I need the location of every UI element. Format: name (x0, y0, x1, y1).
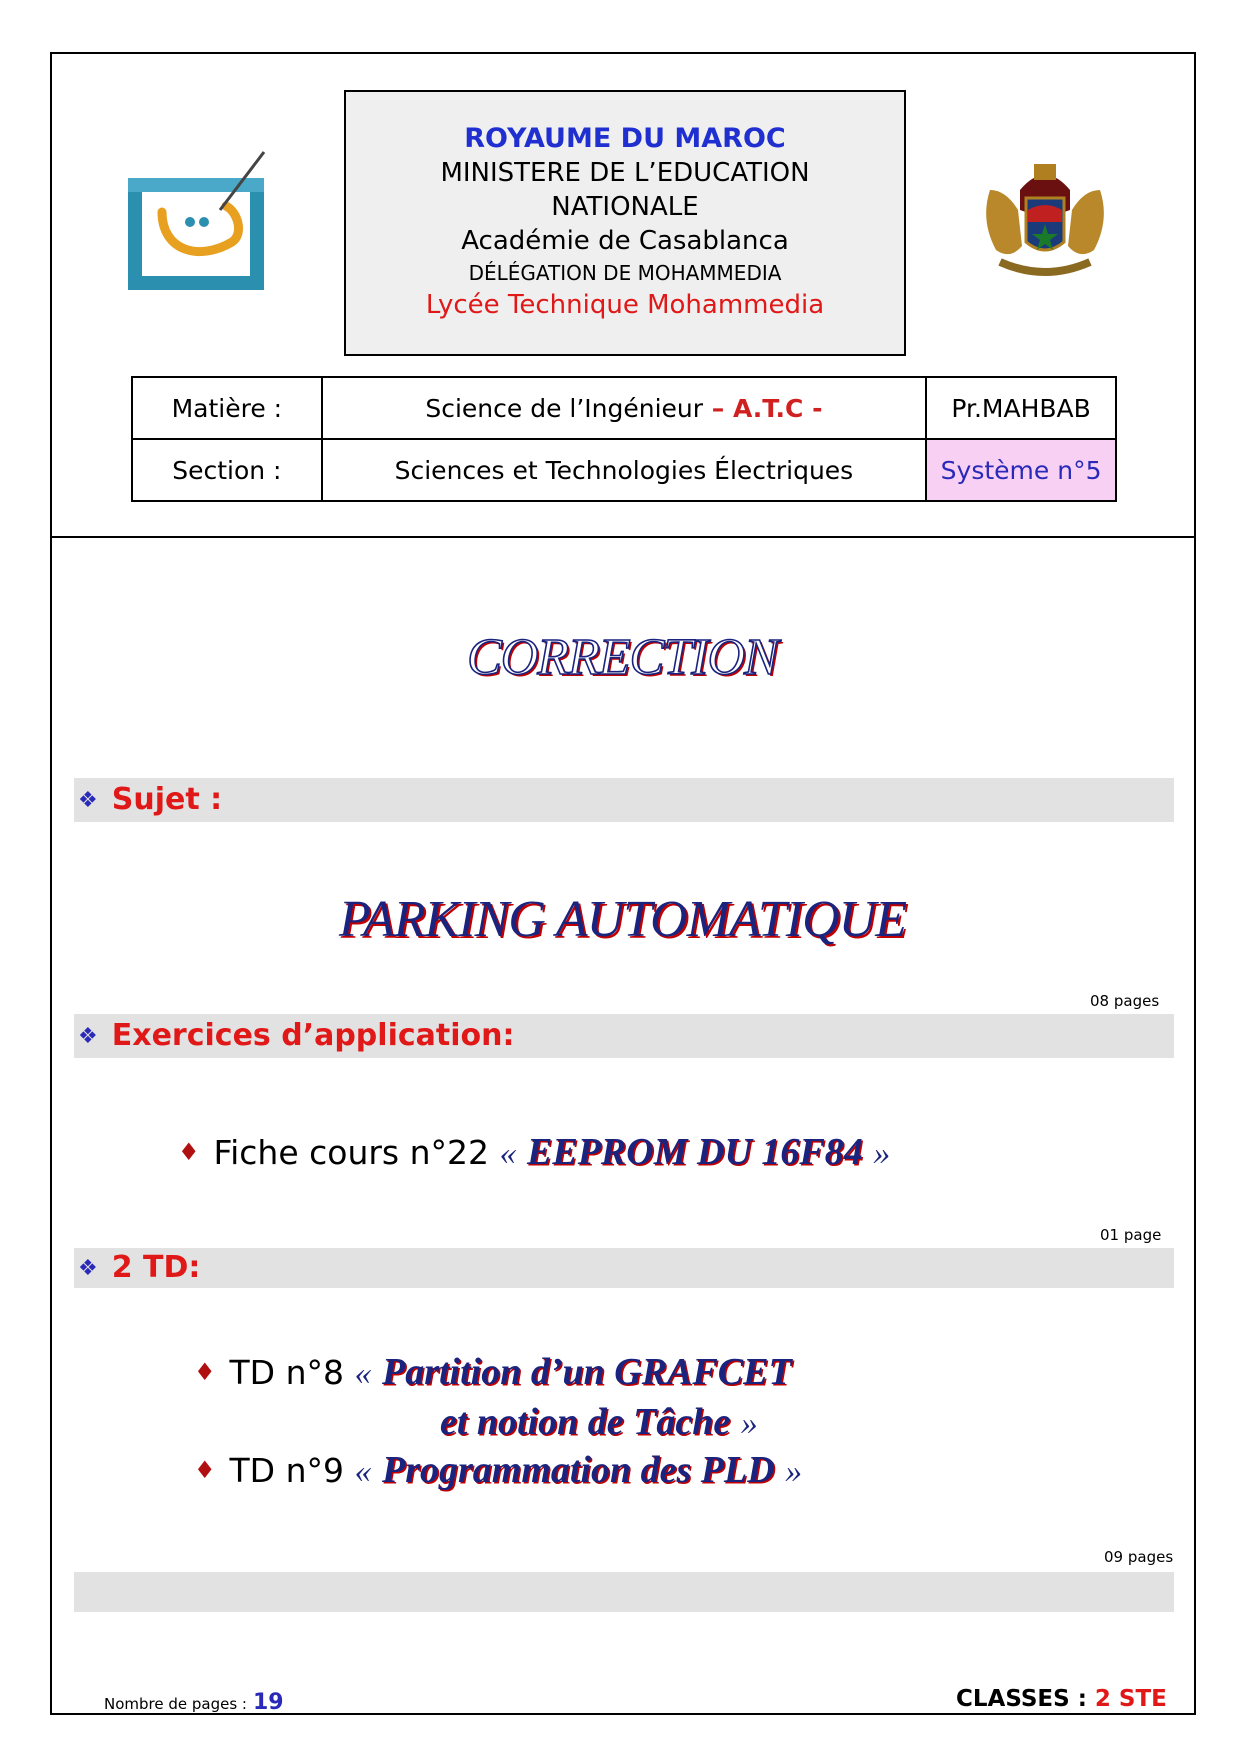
ministry-line1: MINISTERE DE L’EDUCATION (440, 158, 810, 188)
system-number: Système n°5 (926, 439, 1116, 501)
td-item-1-continued (440, 1400, 758, 1444)
coat-of-arms-emblem (970, 150, 1120, 290)
diamond-icon: ♦ (178, 1138, 200, 1166)
professor-name: Pr.MAHBAB (926, 377, 1116, 439)
academy-label: Académie de Casablanca (461, 226, 789, 256)
sujet-title: PARKING AUTOMATIQUE (339, 891, 906, 948)
quote-close: » (785, 1453, 803, 1490)
info-row-section (132, 439, 1116, 501)
diamond-icon: ♦ (194, 1358, 216, 1386)
exercice-item (178, 1130, 890, 1174)
quote-open: « (354, 1453, 372, 1490)
quote-close: » (873, 1135, 891, 1172)
td-item-1-title-line2: et notion de Tâche (440, 1401, 731, 1443)
td-item-2 (194, 1448, 802, 1492)
matiere-value-cell (322, 377, 926, 439)
ministry-line2: NATIONALE (551, 192, 699, 222)
matiere-sep: – (703, 393, 733, 423)
sujet-pages: 08 pages (1090, 992, 1160, 1010)
pages-value: 19 (252, 1690, 284, 1715)
td-item-1-prefix: TD n°8 (229, 1353, 344, 1392)
diamond-cluster-icon: ❖ (78, 788, 98, 813)
td-bar (74, 1248, 1174, 1288)
matiere-atc: A.T.C - (732, 393, 823, 423)
exercices-pages: 01 page (1100, 1226, 1162, 1244)
td-heading: 2 TD: (111, 1250, 201, 1285)
matiere-value: Science de l’Ingénieur (425, 393, 704, 423)
diamond-cluster-icon: ❖ (78, 1256, 98, 1281)
kingdom-label: ROYAUME DU MAROC (464, 123, 786, 154)
exercice-title: EEPROM DU 16F84 (527, 1131, 863, 1173)
td-item-2-title: Programmation des PLD (381, 1449, 775, 1491)
institution-box (344, 90, 906, 356)
section-label: Section : (132, 439, 322, 501)
quote-open: « (354, 1355, 372, 1392)
section-value: Sciences et Technologies Électriques (322, 439, 926, 501)
exercice-prefix: Fiche cours n°22 (213, 1133, 490, 1172)
diamond-cluster-icon: ❖ (78, 1024, 98, 1049)
exercices-bar (74, 1014, 1174, 1058)
empty-bar (74, 1572, 1174, 1612)
delegation-label: DÉLÉGATION DE MOHAMMEDIA (468, 261, 782, 285)
exercices-heading: Exercices d’application: (111, 1018, 515, 1053)
quote-close: » (740, 1405, 758, 1442)
quote-open: « (499, 1135, 517, 1172)
ministry-logo (128, 150, 268, 292)
diamond-icon: ♦ (194, 1456, 216, 1484)
info-table (131, 376, 1117, 502)
td-pages: 09 pages (1104, 1548, 1174, 1566)
sujet-heading: Sujet : (111, 782, 223, 817)
td-item-1 (194, 1350, 792, 1394)
footer-pages (104, 1690, 284, 1715)
info-row-matiere (132, 377, 1116, 439)
sujet-bar (74, 778, 1174, 822)
matiere-label: Matière : (132, 377, 322, 439)
header-separator (50, 536, 1196, 538)
classes-value: 2 STE (1094, 1686, 1167, 1712)
document-title: CORRECTION (467, 629, 778, 686)
school-label: Lycée Technique Mohammedia (425, 290, 825, 320)
classes-label: CLASSES : (956, 1686, 1087, 1712)
td-item-1-title-line1: Partition d’un GRAFCET (381, 1351, 792, 1393)
footer-classes (956, 1686, 1167, 1712)
td-item-2-prefix: TD n°9 (229, 1451, 344, 1490)
pages-label: Nombre de pages : (104, 1695, 247, 1713)
